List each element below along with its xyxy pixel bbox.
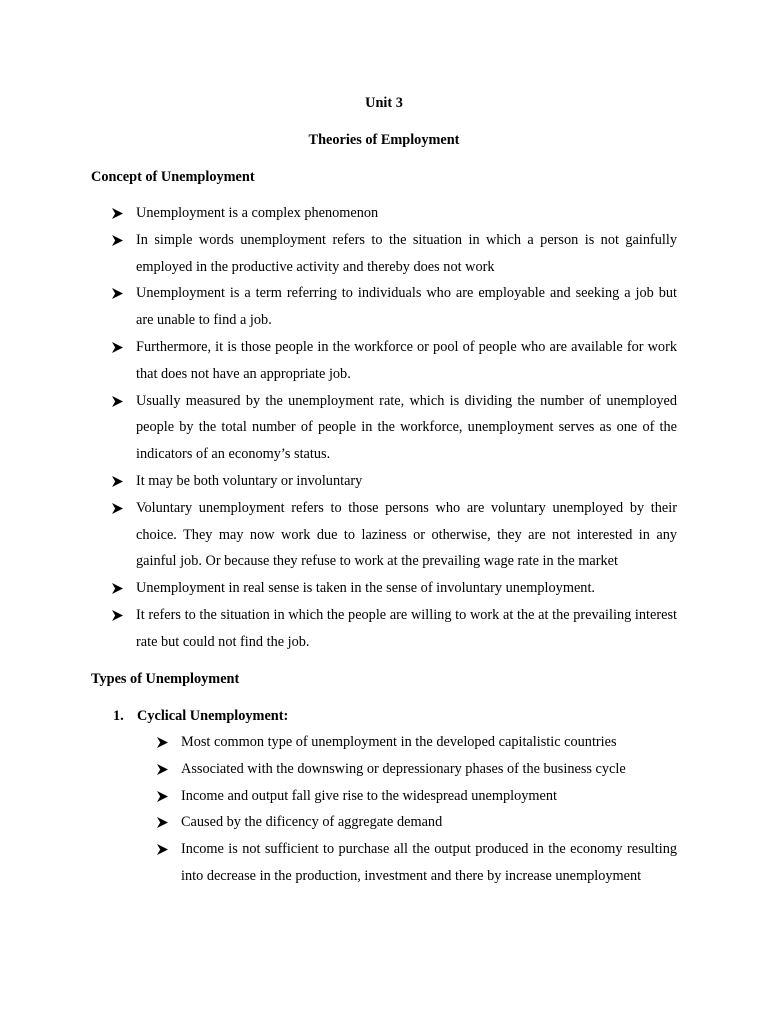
arrow-bullet-icon xyxy=(157,809,169,836)
list-item: Voluntary unemployment refers to those persons who are voluntary unemployed by their choice. They may now work due to laziness or otherwise, they are not interested in any gainful job. Or because they refuse to work at the prevailing wage rate in the market xyxy=(136,495,677,575)
section-heading-types: Types of Unemployment xyxy=(91,671,240,687)
list-item: Income is not sufficient to purchase all the output produced in the economy resulting into decrease in the production, investment and there by increase unemployment xyxy=(181,836,677,890)
section-heading-concept: Concept of Unemployment xyxy=(91,169,255,185)
concept-bullet-list xyxy=(136,200,677,656)
list-item: In simple words unemployment refers to the situation in which a person is not gainfully employed in the productive activity and thereby does not work xyxy=(136,227,677,281)
arrow-bullet-icon xyxy=(112,334,124,361)
list-item: Usually measured by the unemployment rate, which is dividing the number of unemployed people by the total number of people in the workforce, unemployment serves as one of the indicators of an economy’s status. xyxy=(136,388,677,468)
list-item: It refers to the situation in which the people are willing to work at the at the prevailing interest rate but could not find the job. xyxy=(136,602,677,656)
list-item: It may be both voluntary or involuntary xyxy=(136,468,677,495)
arrow-bullet-icon xyxy=(112,468,124,495)
arrow-bullet-icon xyxy=(112,200,124,227)
list-item: Caused by the dificency of aggregate demand xyxy=(181,809,677,836)
arrow-bullet-icon xyxy=(157,783,169,810)
arrow-bullet-icon xyxy=(157,836,169,863)
list-item: Unemployment in real sense is taken in the sense of involuntary unemployment. xyxy=(136,575,677,602)
arrow-bullet-icon xyxy=(112,280,124,307)
list-item: Income and output fall give rise to the widespread unemployment xyxy=(181,783,677,810)
cyclical-bullet-list xyxy=(181,729,677,890)
list-item: Unemployment is a term referring to individuals who are employable and seeking a job but are unable to find a job. xyxy=(136,280,677,334)
item-number: 1. xyxy=(113,708,124,724)
arrow-bullet-icon xyxy=(112,575,124,602)
arrow-bullet-icon xyxy=(112,495,124,522)
item-title: Cyclical Unemployment: xyxy=(137,708,289,724)
list-item: Unemployment is a complex phenomenon xyxy=(136,200,677,227)
document-title: Theories of Employment xyxy=(308,132,460,148)
arrow-bullet-icon xyxy=(112,388,124,415)
list-item: Furthermore, it is those people in the workforce or pool of people who are available for work that does not have an appropriate job. xyxy=(136,334,677,388)
arrow-bullet-icon xyxy=(157,756,169,783)
arrow-bullet-icon xyxy=(112,602,124,629)
arrow-bullet-icon xyxy=(157,729,169,756)
list-item: Most common type of unemployment in the developed capitalistic countries xyxy=(181,729,677,756)
list-item: Associated with the downswing or depressionary phases of the business cycle xyxy=(181,756,677,783)
arrow-bullet-icon xyxy=(112,227,124,254)
numbered-item-cyclical xyxy=(113,706,288,726)
unit-title: Unit 3 xyxy=(365,95,403,111)
